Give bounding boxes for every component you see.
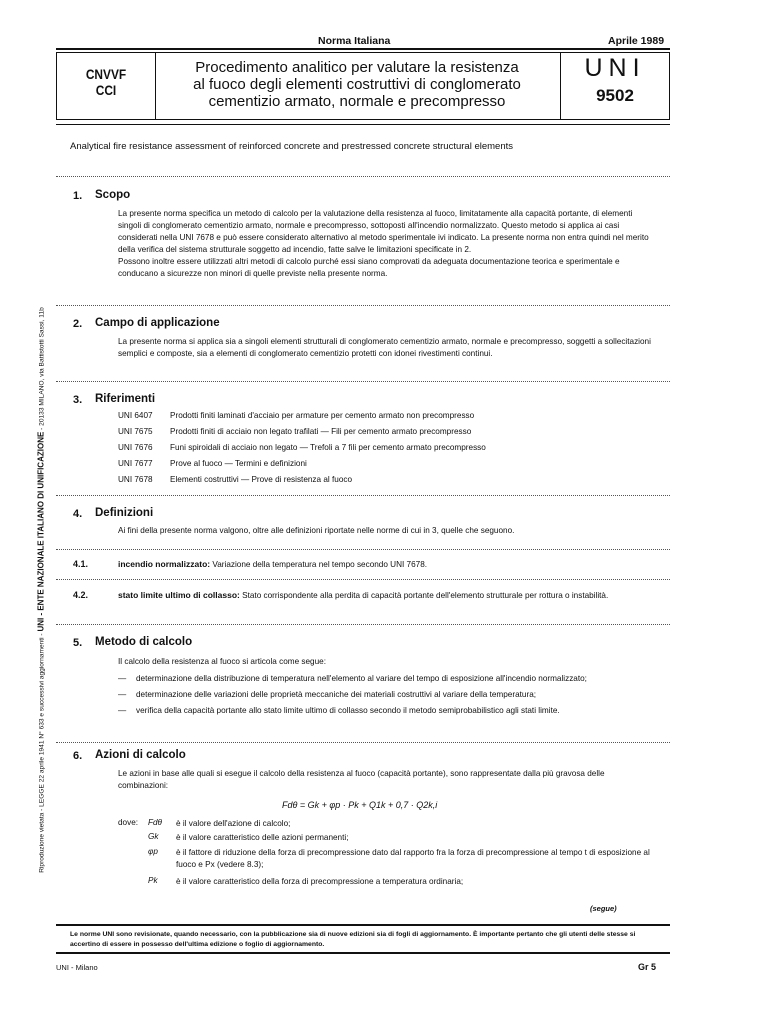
reference-code: UNI 7678 bbox=[118, 475, 153, 484]
title-line-3: cementizio armato, normale e precompresso bbox=[208, 93, 506, 110]
section-2-heading: Campo di applicazione bbox=[95, 317, 220, 329]
reference-code: UNI 7676 bbox=[118, 443, 153, 452]
publication-date: Aprile 1989 bbox=[608, 35, 665, 47]
section-1-paragraph-2: Possono inoltre essere utilizzati altri metodi di calcolo purché essi siano comprovati da adeguata documentazione teorica e sperimentale e conducano a sicurezze non minori di quelle previste nella presente norma. bbox=[118, 257, 620, 278]
header-divider-right bbox=[560, 52, 561, 120]
section-rule bbox=[56, 305, 670, 306]
definition-4-1-text: Variazione della temperatura nel tempo secondo UNI 7678. bbox=[212, 560, 428, 569]
symbol-description: è il valore dell'azione di calcolo; bbox=[176, 819, 291, 828]
footer-note: Le norme UNI sono revisionate, quando necessario, con la pubblicazione sia di nuove edizioni sia di fogli di aggiornamento. È importante pertanto che gli utenti delle stesse si accertino di essere in possesso dell'ultima edizione o foglio di aggiornamento. bbox=[70, 931, 636, 948]
section-3-heading: Riferimenti bbox=[95, 393, 156, 405]
section-3-number: 3. bbox=[73, 394, 83, 406]
section-4-heading: Definizioni bbox=[95, 507, 154, 519]
symbol: φp bbox=[148, 847, 158, 856]
load-combination-formula: Fdθ = Gk + φp · Pk + Q1k + 0,7 · Q2k,i bbox=[282, 800, 438, 810]
section-2-number: 2. bbox=[73, 318, 83, 330]
symbol-description: è il valore caratteristico delle azioni permanenti; bbox=[176, 833, 349, 842]
list-item: — determinazione della distribuzione di temperatura nell'elemento al variare del tempo di esposizione all'incendio normalizzato; bbox=[118, 674, 587, 683]
dove-label: dove: bbox=[118, 818, 139, 827]
reference-code: UNI 6407 bbox=[118, 411, 153, 420]
section-4-number: 4. bbox=[73, 508, 83, 520]
vertical-notice-part-1: Riproduzione vietata - LEGGE 22 aprile 1941 N° 633 e successivi aggiornamenti - bbox=[38, 633, 46, 873]
section-rule bbox=[56, 495, 670, 496]
definition-4-1-term: incendio normalizzato: bbox=[118, 559, 211, 569]
definition-4-2-term: stato limite ultimo di collasso: bbox=[118, 590, 240, 600]
definition-4-1 bbox=[118, 558, 653, 571]
section-1-number: 1. bbox=[73, 190, 83, 202]
symbol-description: è il fattore di riduzione della forza di precompressione dato dal rapporto fra la forza di precompressione al tempo t di esposizione al fuoco e Px (vedere 8.3); bbox=[176, 848, 650, 869]
continued-label: (segue) bbox=[590, 904, 617, 913]
english-subtitle: Analytical fire resistance assessment of reinforced concrete and prestressed concrete structural elements bbox=[70, 141, 514, 152]
symbol: Fdθ bbox=[148, 818, 162, 827]
section-5-intro: Il calcolo della resistenza al fuoco si articola come segue: bbox=[118, 657, 326, 666]
uni-number: 9502 bbox=[596, 86, 634, 105]
org-line-2: CCI bbox=[95, 82, 117, 98]
section-5-heading: Metodo di calcolo bbox=[95, 636, 193, 648]
section-2-paragraph: La presente norma si applica sia a singoli elementi strutturali di conglomerato cementizio armato, normale e precompresso, soggetti a sollecitazioni semplici e composte, sia a elementi di conglomerato cementizio protetti con idonei rivestimenti continui. bbox=[118, 337, 651, 358]
price-group: Gr 5 bbox=[638, 962, 657, 972]
definition-4-2 bbox=[118, 589, 653, 602]
norm-label: Norma Italiana bbox=[318, 35, 391, 47]
reference-description: Funi spiroidali di acciaio non legato — Trefoli a 7 fili per cemento armato precompresso bbox=[170, 443, 486, 452]
uni-label: UNI bbox=[584, 54, 646, 82]
section-rule bbox=[56, 742, 670, 743]
section-1-body bbox=[118, 208, 653, 280]
reference-description: Prove al fuoco — Termini e definizioni bbox=[170, 459, 307, 468]
organization-block bbox=[67, 66, 145, 98]
section-6-heading: Azioni di calcolo bbox=[95, 749, 186, 761]
definition-4-2-number: 4.2. bbox=[73, 590, 89, 600]
symbol: Pk bbox=[148, 876, 158, 885]
header-top-rule bbox=[56, 48, 670, 50]
publisher-label: UNI - Milano bbox=[56, 963, 98, 972]
section-6-paragraph: Le azioni in base alle quali si esegue il calcolo della resistenza al fuoco (capacità portante), sono rappresentate dalla più gravosa delle combinazioni: bbox=[118, 769, 605, 790]
list-item: — verifica della capacità portante allo stato limite ultimo di collasso secondo il metodo semiprobabilistico agli stati limite. bbox=[118, 706, 560, 715]
reference-code: UNI 7677 bbox=[118, 459, 153, 468]
reference-code: UNI 7675 bbox=[118, 427, 153, 436]
header-divider-left bbox=[155, 52, 156, 120]
section-rule bbox=[56, 579, 670, 580]
section-6-number: 6. bbox=[73, 750, 83, 762]
reference-description: Elementi costruttivi — Prove di resistenza al fuoco bbox=[170, 475, 353, 484]
section-4-paragraph: Ai fini della presente norma valgono, oltre alle definizioni riportate nelle norme di cui in 3, quelle che seguono. bbox=[118, 526, 515, 535]
section-rule bbox=[56, 176, 670, 177]
list-item: — determinazione delle variazioni delle proprietà meccaniche dei materiali costruttivi al variare della temperatura; bbox=[118, 690, 537, 699]
section-5-body bbox=[118, 656, 653, 717]
org-line-1: CNVVF bbox=[85, 66, 127, 82]
symbol: Gk bbox=[148, 832, 159, 841]
section-rule bbox=[56, 549, 670, 550]
definition-4-2-text: Stato corrispondente alla perdita di capacità portante dell'elemento strutturale per rottura o instabilità. bbox=[242, 591, 609, 600]
vertical-notice-address: - 20133 MILANO, via Battistotti Sassi, 11b bbox=[38, 307, 46, 430]
document-title bbox=[158, 59, 556, 110]
section-1-paragraph-1: La presente norma specifica un metodo di calcolo per la valutazione della resistenza al fuoco, limitatamente alla capacità portante, di elementi singoli di conglomerato cementizio armato, normale e precompresso, sottoposti all'incendio normalizzato. Questo metodo si applica ai casi considerati nella UNI 7678 e può essere considerato alternativo al metodo sperimentale ivi indicato. La presente norma non entra quindi nel merito della verifica del sistema strutturale soggetto ad incendio, fatte salve le limitazioni specificate in 2. bbox=[118, 209, 649, 254]
section-5-number: 5. bbox=[73, 637, 83, 649]
title-line-2: al fuoco degli elementi costruttivi di conglomerato bbox=[193, 76, 521, 93]
section-1-heading: Scopo bbox=[95, 189, 131, 201]
section-rule bbox=[56, 624, 670, 625]
symbol-description: è il valore caratteristico della forza di precompressione a temperatura ordinaria; bbox=[176, 877, 464, 886]
section-rule bbox=[56, 381, 670, 382]
definition-4-1-number: 4.1. bbox=[73, 559, 89, 569]
reference-description: Prodotti finiti laminati d'acciaio per armature per cemento armato non precompresso bbox=[170, 411, 475, 420]
reference-description: Prodotti finiti di acciaio non legato trafilati — Fili per cemento armato precompresso bbox=[170, 427, 472, 436]
header-bottom-rule bbox=[56, 124, 670, 125]
title-line-1: Procedimento analitico per valutare la resistenza bbox=[195, 59, 519, 76]
vertical-notice-org: UNI - ENTE NAZIONALE ITALIANO DI UNIFICAZIONE bbox=[36, 431, 46, 632]
